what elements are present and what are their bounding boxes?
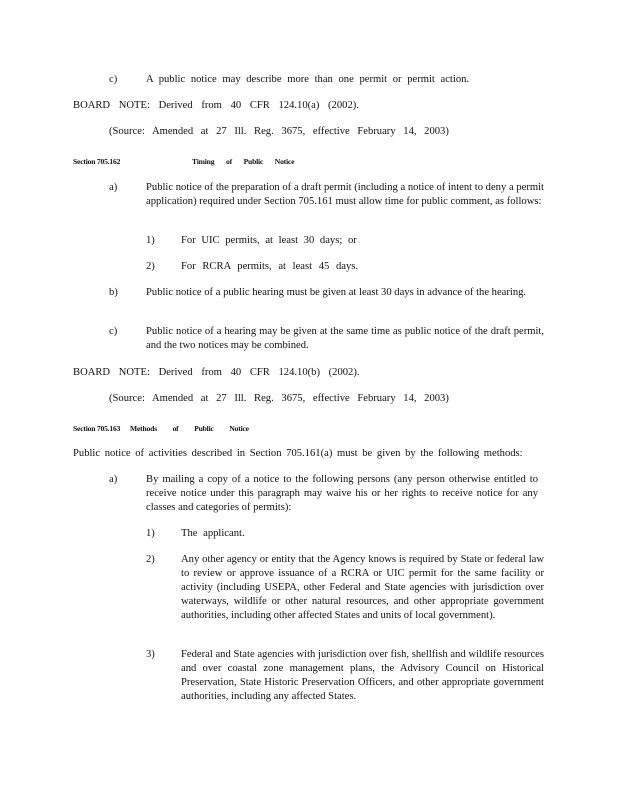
subitem-text: For RCRA permits, at least 45 days. [181, 261, 359, 272]
subitem-label: 1) [146, 235, 155, 246]
subitem-text: Any other agency or entity that the Agency knows is required by State or federal law to review or approve issuance of a RCRA or UIC permit for the same facility or activity (including USEPA, other Federal and State agencies with jurisdiction over waterways, wildlife or other natural resources, and other appropriate government authorities, including other affected States and units of local government). [181, 554, 544, 621]
item-text: By mailing a copy of a notice to the following persons (any person otherwise entitled to receive notice under this paragraph may waive his or her rights to receive notice for any classes and categories of permits): [146, 474, 538, 513]
board-note: BOARD NOTE: Derived from 40 CFR 124.10(b) (2002). [73, 367, 360, 378]
source-note: (Source: Amended at 27 Ill. Reg. 3675, effective February 14, 2003) [109, 393, 449, 404]
subitem-label: 2) [146, 554, 155, 565]
item-label: a) [109, 182, 118, 193]
item-label: c) [109, 326, 118, 337]
section-title: Methods of Public Notice [130, 424, 249, 433]
item-text: Public notice of the preparation of a draft permit (including a notice of intent to deny a permit application) required under Section 705.161 must allow time for public comment, as follows: [146, 182, 544, 207]
subitem-label: 3) [146, 649, 155, 660]
item-text: Public notice of a hearing may be given at the same time as public notice of the draft permit, and the two notices may be combined. [146, 326, 544, 351]
section-number: Section 705.163 [73, 424, 121, 433]
subitem-text: The applicant. [181, 528, 245, 539]
source-note: (Source: Amended at 27 Ill. Reg. 3675, effective February 14, 2003) [109, 126, 449, 137]
subitem-text: Federal and State agencies with jurisdiction over fish, shellfish and wildlife resources and over coastal zone management plans, the Advisory Council on Historical Preservation, State Historic Preservation Officers, and other appropriate government authorities, including any affected States. [181, 649, 544, 702]
section-title: Timing of Public Notice [192, 157, 295, 166]
board-note: BOARD NOTE: Derived from 40 CFR 124.10(a) (2002). [73, 100, 359, 111]
section-intro: Public notice of activities described in Section 705.161(a) must be given by the following methods: [73, 448, 523, 459]
subitem-label: 2) [146, 261, 155, 272]
item-label: a) [109, 474, 118, 485]
item-text: A public notice may describe more than one permit or permit action. [146, 74, 470, 85]
item-label: b) [109, 287, 118, 298]
subitem-text: For UIC permits, at least 30 days; or [181, 235, 357, 246]
subitem-label: 1) [146, 528, 155, 539]
section-number: Section 705.162 [73, 157, 121, 166]
item-text: Public notice of a public hearing must be given at least 30 days in advance of the hearing. [146, 287, 527, 298]
item-label: c) [109, 74, 118, 85]
